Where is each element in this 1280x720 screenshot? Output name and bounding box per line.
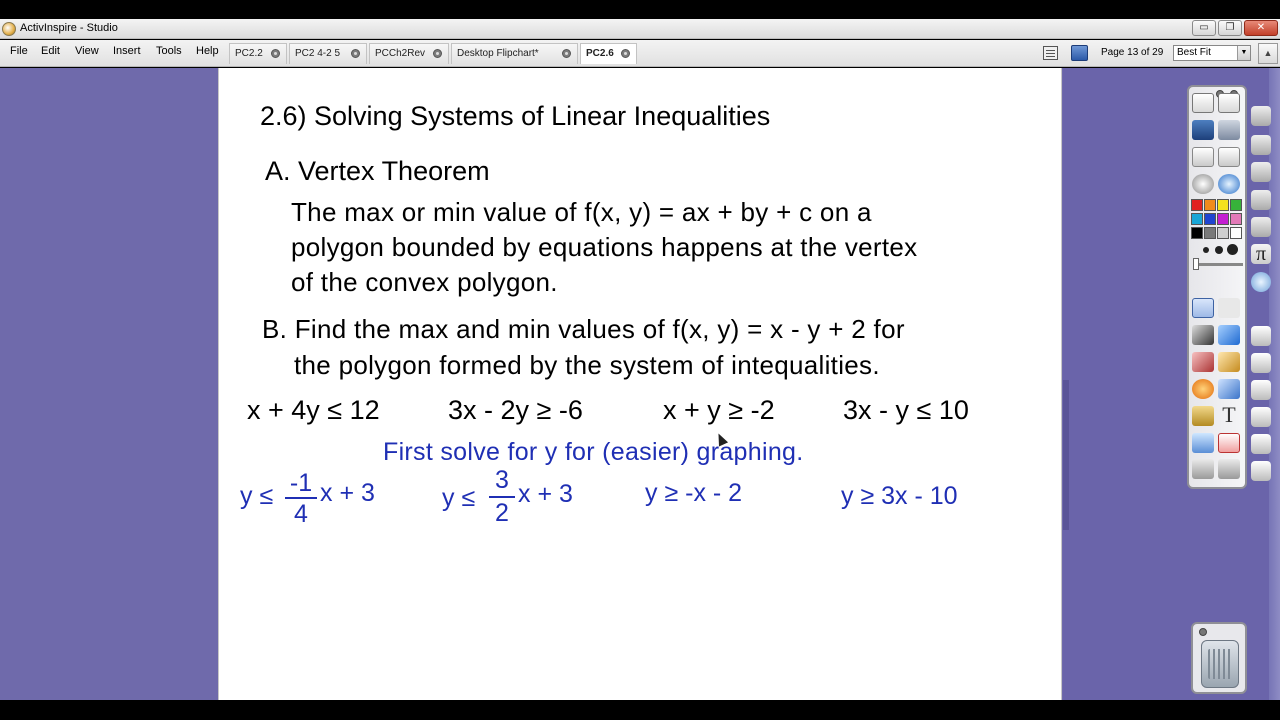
inequality-1: x + 4y ≤ 12 [247, 395, 380, 425]
tab-close-icon[interactable] [433, 49, 442, 58]
chevron-down-icon: ▼ [1237, 46, 1250, 60]
tool-slot-icon[interactable] [1251, 461, 1271, 481]
main-menu-icon[interactable] [1192, 93, 1214, 113]
title-bar [0, 19, 1280, 39]
inequality-4: 3x - y ≤ 10 [843, 395, 969, 425]
workspace-shadow [1063, 380, 1069, 530]
window-title: ActivInspire - Studio [20, 22, 118, 34]
main-toolbox[interactable] [1187, 85, 1247, 489]
menu-bar [0, 40, 1280, 67]
letterbox-top [0, 0, 1280, 19]
width-slider[interactable] [1193, 263, 1243, 266]
fraction-bar [489, 496, 515, 498]
menu-file[interactable]: File [10, 45, 28, 57]
tab-desktop-flipchart[interactable] [451, 43, 578, 64]
close-button[interactable]: ✕ [1244, 20, 1278, 36]
section-a-body-line-1: The max or min value of f(x, y) = ax + by + c on a [291, 197, 872, 227]
menu-tools[interactable]: Tools [156, 45, 182, 57]
width-slider-thumb[interactable] [1193, 258, 1199, 270]
tool-slot-icon[interactable] [1251, 162, 1271, 182]
tab-pc2-4-2-5[interactable] [289, 43, 367, 64]
pen-tool-icon[interactable] [1192, 325, 1214, 345]
magic-ink-icon[interactable] [1192, 406, 1214, 426]
zoom-select[interactable] [1173, 45, 1251, 61]
tab-label: PC2.2 [235, 48, 263, 59]
pointer-tool-icon[interactable] [1218, 298, 1240, 318]
letterbox-bottom [0, 700, 1280, 720]
color-swatch-red[interactable] [1191, 199, 1203, 211]
tool-slot-icon[interactable] [1251, 190, 1271, 210]
desktop-annotate-icon[interactable] [1192, 120, 1214, 140]
next-page-icon[interactable] [1218, 147, 1240, 167]
desktop-tools-icon[interactable] [1218, 120, 1240, 140]
tab-label: PC2.6 [586, 48, 614, 59]
tab-label: PC2 4-2 5 [295, 48, 341, 59]
section-a-body-line-2: polygon bounded by equations happens at the vertex [291, 232, 918, 262]
scroll-up-arrow-icon[interactable]: ▲ [1258, 43, 1278, 64]
page-browser-icon[interactable] [1043, 46, 1058, 60]
color-swatch-yellow[interactable] [1217, 199, 1229, 211]
highlighter-tool-icon[interactable] [1218, 325, 1240, 345]
fraction-bar [285, 497, 317, 499]
inequality-2: 3x - 2y ≥ -6 [448, 395, 583, 425]
color-swatch-gray[interactable] [1204, 227, 1216, 239]
color-swatch-pink[interactable] [1230, 213, 1242, 225]
eraser-tool-icon[interactable] [1192, 352, 1214, 372]
desktop-icon[interactable] [1218, 174, 1240, 194]
inequality-3: x + y ≥ -2 [663, 395, 775, 425]
solved-1-prefix: y ≤ [240, 482, 274, 510]
menu-insert[interactable]: Insert [113, 45, 141, 57]
tool-slot-icon[interactable] [1251, 326, 1271, 346]
shape-tool-icon[interactable] [1192, 379, 1214, 399]
tool-slot-icon[interactable] [1251, 353, 1271, 373]
select-tool-icon[interactable] [1192, 298, 1214, 318]
tab-pc2-6[interactable] [580, 43, 637, 64]
flipchart-page[interactable] [218, 68, 1062, 700]
tab-pc2-2[interactable] [229, 43, 287, 64]
color-swatch-orange[interactable] [1204, 199, 1216, 211]
tool-slot-icon[interactable] [1251, 106, 1271, 126]
page-settings-icon[interactable] [1071, 45, 1088, 61]
text-tool-icon[interactable]: T [1222, 402, 1236, 427]
tab-close-icon[interactable] [351, 49, 360, 58]
tab-label: Desktop Flipchart* [457, 48, 539, 59]
solved-4: y ≥ 3x - 10 [841, 482, 958, 510]
reset-icon[interactable] [1192, 174, 1214, 194]
tab-pcch2rev[interactable] [369, 43, 449, 64]
spotlight-tool-icon[interactable] [1192, 433, 1214, 453]
pen-width-medium-icon[interactable] [1215, 246, 1223, 254]
pen-width-large-icon[interactable] [1227, 244, 1238, 255]
connector-tool-icon[interactable] [1218, 379, 1240, 399]
tab-close-icon[interactable] [621, 49, 630, 58]
section-b-line-2: the polygon formed by the system of intequalities. [294, 350, 880, 380]
page-title: 2.6) Solving Systems of Linear Inequalities [260, 101, 771, 131]
color-swatch-light-gray[interactable] [1217, 227, 1229, 239]
fill-tool-icon[interactable] [1218, 352, 1240, 372]
pi-symbol-icon[interactable]: π [1251, 244, 1271, 264]
section-a-body-line-3: of the convex polygon. [291, 267, 558, 297]
trash-panel-close-icon[interactable] [1199, 628, 1207, 636]
handwritten-hint: First solve for y for (easier) graphing. [383, 438, 804, 466]
tool-slot-icon[interactable] [1251, 135, 1271, 155]
trash-can-icon[interactable] [1201, 640, 1239, 688]
menu-help[interactable]: Help [196, 45, 219, 57]
pen-width-small-icon[interactable] [1203, 247, 1209, 253]
solved-2-prefix: y ≤ [442, 484, 476, 512]
solved-1-denominator: 4 [294, 500, 308, 528]
restore-button[interactable]: ❐ [1218, 20, 1242, 36]
browsers-icon[interactable] [1218, 93, 1240, 113]
solved-1-suffix: x + 3 [320, 479, 375, 507]
clear-icon[interactable] [1218, 433, 1240, 453]
tool-slot-icon[interactable] [1251, 217, 1271, 237]
tool-slot-icon[interactable] [1251, 407, 1271, 427]
redo-icon[interactable] [1218, 459, 1240, 479]
zoom-value: Best Fit [1177, 47, 1211, 58]
color-swatch-black[interactable] [1191, 227, 1203, 239]
section-a-title: A. Vertex Theorem [265, 156, 490, 186]
solved-3: y ≥ -x - 2 [645, 479, 743, 507]
minimize-button[interactable]: ▭ [1192, 20, 1216, 36]
solved-2-suffix: x + 3 [518, 480, 573, 508]
tool-slot-icon[interactable] [1251, 434, 1271, 454]
page-indicator: Page 13 of 29 [1101, 47, 1164, 58]
previous-page-icon[interactable] [1192, 147, 1214, 167]
color-swatch-blue[interactable] [1204, 213, 1216, 225]
tool-slot-icon[interactable] [1251, 380, 1271, 400]
color-swatch-green[interactable] [1230, 199, 1242, 211]
window-controls [1192, 20, 1278, 36]
solved-2-denominator: 2 [495, 499, 509, 527]
menu-edit[interactable]: Edit [41, 45, 60, 57]
tab-label: PCCh2Rev [375, 48, 426, 59]
section-b-line-1: B. Find the max and min values of f(x, y) = x - y + 2 for [262, 314, 905, 344]
solved-2-numerator: 3 [495, 466, 509, 494]
tab-close-icon[interactable] [562, 49, 571, 58]
solved-1-numerator: -1 [289, 469, 313, 497]
menu-view[interactable]: View [75, 45, 99, 57]
activinspire-app-icon [2, 22, 16, 36]
color-swatch-magenta[interactable] [1217, 213, 1229, 225]
color-swatch-cyan[interactable] [1191, 213, 1203, 225]
trash-panel [1191, 622, 1247, 694]
dice-icon[interactable] [1251, 272, 1271, 292]
color-swatch-white[interactable] [1230, 227, 1242, 239]
tab-close-icon[interactable] [271, 49, 280, 58]
undo-icon[interactable] [1192, 459, 1214, 479]
